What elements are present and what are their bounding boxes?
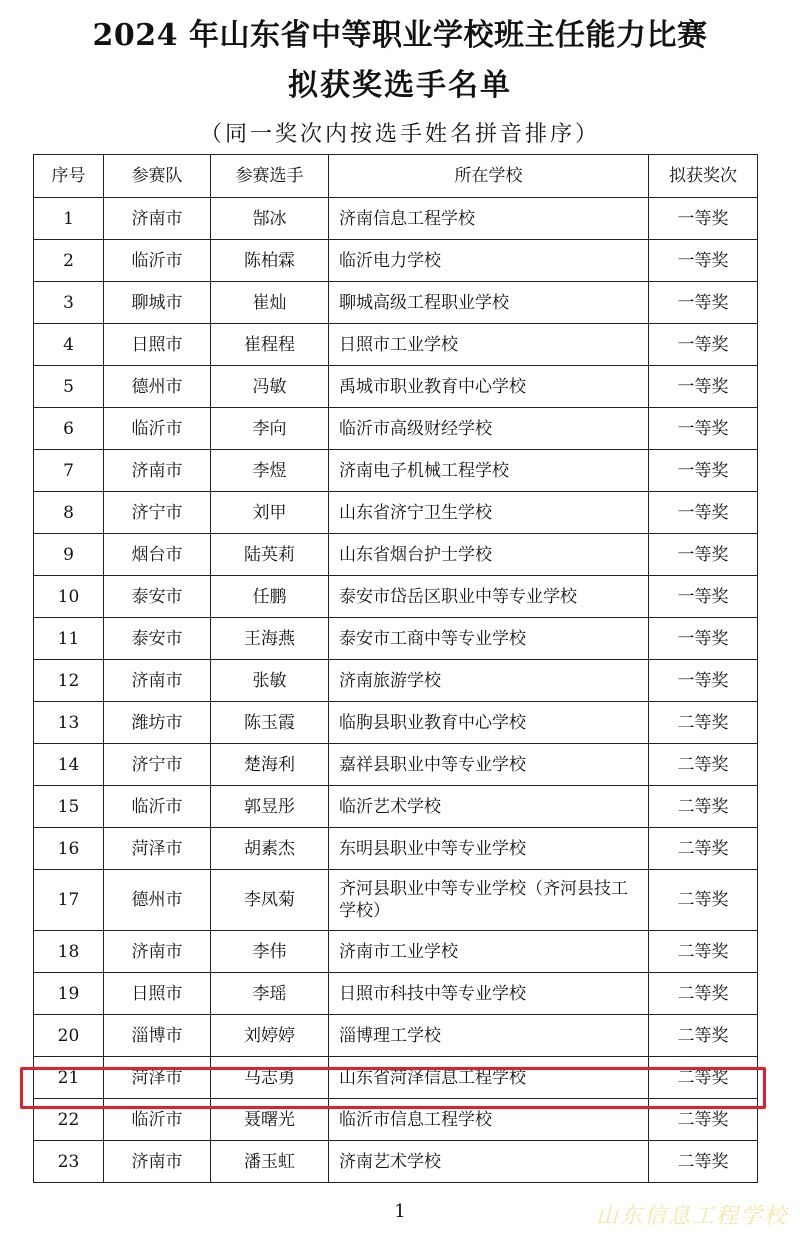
table-row (34, 240, 758, 282)
cell-award: 二等奖 (649, 1099, 758, 1141)
cell-school: 济南电子机械工程学校 (329, 450, 649, 492)
cell-school: 东明县职业中等专业学校 (329, 828, 649, 870)
cell-name: 王海燕 (211, 618, 329, 660)
cell-award: 二等奖 (649, 786, 758, 828)
cell-no: 14 (34, 744, 104, 786)
table-row (34, 931, 758, 973)
cell-award: 二等奖 (649, 1015, 758, 1057)
cell-award: 二等奖 (649, 931, 758, 973)
cell-school: 济南市工业学校 (329, 931, 649, 973)
cell-name: 刘婷婷 (211, 1015, 329, 1057)
cell-no: 11 (34, 618, 104, 660)
cell-school: 山东省济宁卫生学校 (329, 492, 649, 534)
cell-no: 10 (34, 576, 104, 618)
table-row (34, 660, 758, 702)
cell-name: 陈柏霖 (211, 240, 329, 282)
cell-name: 潘玉虹 (211, 1141, 329, 1183)
cell-no: 2 (34, 240, 104, 282)
column-header-no: 序号 (34, 155, 104, 198)
column-header-award: 拟获奖次 (649, 155, 758, 198)
cell-name: 马志勇 (211, 1057, 329, 1099)
cell-team: 济南市 (104, 931, 211, 973)
cell-school: 山东省烟台护士学校 (329, 534, 649, 576)
watermark-text: 山东信息工程学校 (595, 1204, 788, 1229)
cell-no: 5 (34, 366, 104, 408)
table-row (34, 492, 758, 534)
cell-team: 济南市 (104, 450, 211, 492)
cell-award: 一等奖 (649, 576, 758, 618)
cell-team: 潍坊市 (104, 702, 211, 744)
cell-award: 二等奖 (649, 1141, 758, 1183)
cell-award: 一等奖 (649, 450, 758, 492)
cell-team: 日照市 (104, 324, 211, 366)
cell-name: 崔程程 (211, 324, 329, 366)
cell-no: 12 (34, 660, 104, 702)
cell-no: 1 (34, 198, 104, 240)
cell-no: 7 (34, 450, 104, 492)
cell-no: 4 (34, 324, 104, 366)
cell-name: 陈玉霞 (211, 702, 329, 744)
cell-team: 泰安市 (104, 576, 211, 618)
cell-name: 胡素杰 (211, 828, 329, 870)
table-row (34, 828, 758, 870)
cell-award: 一等奖 (649, 324, 758, 366)
page-title: 2024 年山东省中等职业学校班主任能力比赛 (92, 18, 708, 53)
cell-team: 泰安市 (104, 618, 211, 660)
cell-school: 日照市科技中等专业学校 (329, 973, 649, 1015)
column-header-team: 参赛队 (104, 155, 211, 198)
cell-team: 济南市 (104, 198, 211, 240)
cell-name: 郜冰 (211, 198, 329, 240)
table-row (34, 1015, 758, 1057)
page-subtitle: （同一奖次内按选手姓名拼音排序） (199, 122, 600, 147)
table-row (34, 450, 758, 492)
table-row (34, 702, 758, 744)
cell-school: 临朐县职业教育中心学校 (329, 702, 649, 744)
cell-name: 陆英莉 (211, 534, 329, 576)
cell-team: 济南市 (104, 660, 211, 702)
cell-team: 淄博市 (104, 1015, 211, 1057)
cell-award: 二等奖 (649, 702, 758, 744)
table-row (34, 1141, 758, 1183)
table-row (34, 576, 758, 618)
cell-team: 临沂市 (104, 786, 211, 828)
cell-no: 22 (34, 1099, 104, 1141)
cell-no: 9 (34, 534, 104, 576)
table-row (34, 282, 758, 324)
table-row (34, 786, 758, 828)
cell-no: 18 (34, 931, 104, 973)
cell-no: 16 (34, 828, 104, 870)
table-row (34, 870, 758, 931)
cell-no: 19 (34, 973, 104, 1015)
cell-team: 日照市 (104, 973, 211, 1015)
cell-no: 8 (34, 492, 104, 534)
cell-school: 山东省菏泽信息工程学校 (329, 1057, 649, 1099)
cell-award: 一等奖 (649, 492, 758, 534)
cell-award: 一等奖 (649, 240, 758, 282)
cell-name: 郭昱彤 (211, 786, 329, 828)
cell-team: 济宁市 (104, 744, 211, 786)
cell-school: 泰安市工商中等专业学校 (329, 618, 649, 660)
cell-award: 一等奖 (649, 408, 758, 450)
cell-no: 21 (34, 1057, 104, 1099)
cell-school: 济南信息工程学校 (329, 198, 649, 240)
page-title-line2: 拟获奖选手名单 (288, 68, 512, 103)
cell-team: 德州市 (104, 870, 211, 931)
cell-team: 临沂市 (104, 240, 211, 282)
cell-school: 济南艺术学校 (329, 1141, 649, 1183)
table-row (34, 198, 758, 240)
column-header-school: 所在学校 (329, 155, 649, 198)
cell-name: 李煜 (211, 450, 329, 492)
cell-name: 聂曙光 (211, 1099, 329, 1141)
cell-team: 德州市 (104, 366, 211, 408)
column-header-name: 参赛选手 (211, 155, 329, 198)
cell-school: 聊城高级工程职业学校 (329, 282, 649, 324)
cell-team: 临沂市 (104, 1099, 211, 1141)
cell-award: 二等奖 (649, 973, 758, 1015)
cell-no: 20 (34, 1015, 104, 1057)
award-list-table (33, 154, 758, 1183)
cell-name: 刘甲 (211, 492, 329, 534)
table-row (34, 1099, 758, 1141)
page-number: 1 (394, 1201, 406, 1222)
table-row (34, 366, 758, 408)
cell-award: 二等奖 (649, 828, 758, 870)
cell-school: 日照市工业学校 (329, 324, 649, 366)
table-row (34, 534, 758, 576)
cell-award: 一等奖 (649, 198, 758, 240)
table-row (34, 1057, 758, 1099)
cell-name: 李伟 (211, 931, 329, 973)
cell-no: 15 (34, 786, 104, 828)
cell-name: 冯敏 (211, 366, 329, 408)
cell-name: 崔灿 (211, 282, 329, 324)
cell-award: 二等奖 (649, 744, 758, 786)
cell-school: 淄博理工学校 (329, 1015, 649, 1057)
cell-school: 临沂电力学校 (329, 240, 649, 282)
cell-school: 齐河县职业中等专业学校（齐河县技工学校） (329, 870, 649, 931)
cell-name: 李向 (211, 408, 329, 450)
cell-award: 一等奖 (649, 366, 758, 408)
cell-no: 13 (34, 702, 104, 744)
table-body (34, 198, 758, 1183)
cell-name: 李凤菊 (211, 870, 329, 931)
table-row (34, 744, 758, 786)
table-row (34, 324, 758, 366)
cell-school: 临沂市高级财经学校 (329, 408, 649, 450)
cell-award: 一等奖 (649, 534, 758, 576)
cell-school: 临沂艺术学校 (329, 786, 649, 828)
cell-team: 临沂市 (104, 408, 211, 450)
cell-name: 任鹏 (211, 576, 329, 618)
table-row (34, 973, 758, 1015)
cell-team: 济宁市 (104, 492, 211, 534)
cell-school: 禹城市职业教育中心学校 (329, 366, 649, 408)
cell-school: 泰安市岱岳区职业中等专业学校 (329, 576, 649, 618)
cell-team: 聊城市 (104, 282, 211, 324)
cell-team: 济南市 (104, 1141, 211, 1183)
cell-name: 张敏 (211, 660, 329, 702)
cell-award: 一等奖 (649, 282, 758, 324)
cell-award: 一等奖 (649, 660, 758, 702)
cell-team: 烟台市 (104, 534, 211, 576)
cell-award: 二等奖 (649, 870, 758, 931)
cell-award: 一等奖 (649, 618, 758, 660)
cell-name: 李瑶 (211, 973, 329, 1015)
cell-school: 嘉祥县职业中等专业学校 (329, 744, 649, 786)
table-header-row (34, 155, 758, 198)
cell-name: 楚海利 (211, 744, 329, 786)
cell-no: 17 (34, 870, 104, 931)
table-row (34, 408, 758, 450)
cell-school: 济南旅游学校 (329, 660, 649, 702)
cell-school: 临沂市信息工程学校 (329, 1099, 649, 1141)
cell-team: 菏泽市 (104, 828, 211, 870)
cell-award: 二等奖 (649, 1057, 758, 1099)
table-row (34, 618, 758, 660)
cell-team: 菏泽市 (104, 1057, 211, 1099)
cell-no: 23 (34, 1141, 104, 1183)
cell-no: 6 (34, 408, 104, 450)
cell-no: 3 (34, 282, 104, 324)
